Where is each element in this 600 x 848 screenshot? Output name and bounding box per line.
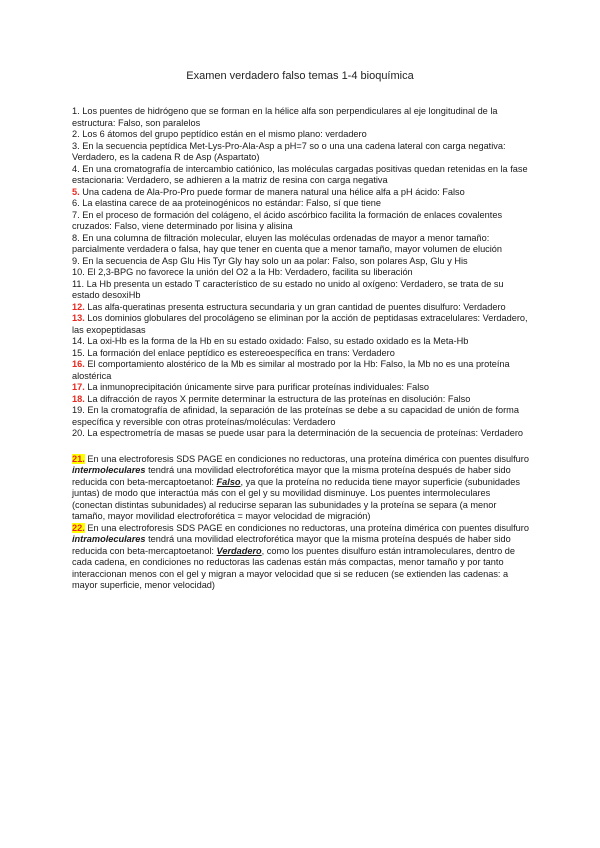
question-number: 6. <box>72 198 80 208</box>
question-text: El comportamiento alostérico de la Mb es similar al mostrado por la Hb: Falso, la Mb no es una proteína alostérica <box>72 359 510 381</box>
section-gap <box>72 440 530 454</box>
question-number: 13. <box>72 313 85 323</box>
question-text: La formación del enlace peptídico es estereoespecífica en trans: Verdadero <box>87 347 395 358</box>
question-number: 20. <box>72 428 85 438</box>
question-text: En una electroforesis SDS PAGE en condiciones no reductoras, una proteína dimérica con puentes disulfuro <box>84 522 529 533</box>
question-number: 15. <box>72 347 85 358</box>
question-item <box>72 394 530 406</box>
answer: Verdadero <box>216 545 262 556</box>
question-item <box>72 382 530 394</box>
question-item <box>72 428 530 440</box>
question-number: 14. <box>72 336 85 346</box>
question-number: 19. <box>72 405 85 415</box>
question-text: En la secuencia de Asp Glu His Tyr Gly hay solo un aa polar: Falso, son polares Asp, Glu y His <box>82 255 468 266</box>
question-number: 16. <box>72 359 85 369</box>
question-item <box>72 336 530 348</box>
question-text: Los 6 átomos del grupo peptídico están en el mismo plano: verdadero <box>82 129 367 139</box>
question-number: 9. <box>72 255 80 266</box>
question-number: 11. <box>72 278 85 289</box>
question-number: 17. <box>72 382 85 392</box>
question-number: 10. <box>72 267 85 277</box>
question-number: 7. <box>72 209 80 220</box>
question-text: En la cromatografía de afinidad, la separación de las proteínas se debe a su capacidad de unión de forma específica y reversible con otras proteínas/moléculas: Verdadero <box>72 405 519 427</box>
question-list <box>72 106 530 592</box>
question-number: 5. <box>72 186 80 197</box>
question-text: En una columna de filtración molecular, eluyen las moléculas ordenadas de mayor a menor tamaño: parcialmente verdadera o falsa, hay que tener en cuenta que a menor tamaño, mayor volumen de elución <box>72 232 503 254</box>
question-number: 21. <box>72 453 85 464</box>
question-item <box>72 129 530 141</box>
answer: Falso <box>216 476 241 487</box>
question-number: 18. <box>72 393 85 404</box>
emphasis-term: intramoleculares <box>72 534 146 544</box>
question-text: En la secuencia peptídica Met-Lys-Pro-Ala-Asp a pH=7 so o una una cadena lateral con carga negativa: Verdadero, es la cadena R de Asp (Aspartato) <box>72 140 506 162</box>
question-item <box>72 267 530 279</box>
question-number: 22. <box>72 522 85 533</box>
question-text: tendrá una movilidad electroforética mayor que la misma proteína después de haber sido reducida con beta-mercaptoetanol: <box>72 465 511 487</box>
question-text: La elastina carece de aa proteinogénicos no estándar: Falso, sí que tiene <box>82 198 382 208</box>
question-text: La oxi-Hb es la forma de la Hb en su estado oxidado: Falso, su estado oxidado es la Meta-Hb <box>87 336 469 346</box>
question-item <box>72 313 530 336</box>
question-item <box>72 256 530 268</box>
question-item <box>72 141 530 164</box>
question-22 <box>72 523 530 592</box>
emphasis-term: intermoleculares <box>72 465 146 475</box>
question-text: Las alfa-queratinas presenta estructura secundaria y un gran cantidad de puentes disulfuro: Verdadero <box>87 301 506 312</box>
question-item <box>72 348 530 360</box>
question-number: 12. <box>72 301 85 312</box>
question-text: La difracción de rayos X permite determinar la estructura de las proteínas en disolución: Falso <box>87 393 471 404</box>
question-text: El 2,3-BPG no favorece la unión del O2 a la Hb: Verdadero, facilita su liberación <box>87 267 413 277</box>
question-number: 8. <box>72 232 80 243</box>
question-item <box>72 233 530 256</box>
explanation: , ya que la proteína no reducida tiene mayor superficie (subunidades juntas) de modo que interactúa más con el gel y su movilidad disminuye. Los puentes intermoleculares (conectan distintas subunidades) al reducirse separan las subunidades y la proteína se separa (a menor tamaño, mayor movilidad electroforética = mayor velocidad de migración) <box>72 476 520 521</box>
question-item <box>72 187 530 199</box>
document-title: Examen verdadero falso temas 1-4 bioquímica <box>186 70 414 82</box>
question-text: La inmunoprecipitación únicamente sirve para purificar proteínas individuales: Falso <box>87 382 429 392</box>
question-item <box>72 405 530 428</box>
question-item <box>72 302 530 314</box>
question-text: Los dominios globulares del procolágeno se eliminan por la acción de peptidasas extracelulares: Verdadero, las exopeptidasas <box>72 313 528 335</box>
question-item <box>72 359 530 382</box>
question-text: La espectrometría de masas se puede usar para la determinación de la secuencia de proteínas: Verdadero <box>87 428 523 438</box>
question-text: tendrá una movilidad electroforética mayor que la misma proteína después de haber sido reducida con beta-mercaptoetanol: <box>72 534 511 556</box>
question-item <box>72 210 530 233</box>
question-item <box>72 164 530 187</box>
question-item <box>72 198 530 210</box>
question-text: En una electroforesis SDS PAGE en condiciones no reductoras, una proteína dimérica con puentes disulfuro <box>84 453 529 464</box>
question-text: Una cadena de Ala-Pro-Pro puede formar de manera natural una hélice alfa a pH ácido: Falso <box>82 186 465 197</box>
question-text: Los puentes de hidrógeno que se forman en la hélice alfa son perpendiculares al eje longitudinal de la estructura: Falso, son paralelos <box>72 106 498 128</box>
question-number: 2. <box>72 129 80 139</box>
question-text: En el proceso de formación del colágeno, el ácido ascórbico facilita la formación de enlaces covalentes cruzados: Falso, viene determinado por lisina y alisina <box>72 209 503 231</box>
question-number: 4. <box>72 163 80 174</box>
question-21 <box>72 454 530 523</box>
question-text: La Hb presenta un estado T característico de su estado no unido al oxígeno: Verdadero, se trata de su estado desoxiHb <box>72 278 504 300</box>
question-item <box>72 279 530 302</box>
question-number: 1. <box>72 106 80 116</box>
explanation: , como los puentes disulfuro están intramoleculares, dentro de cada cadena, en condiciones no reductoras las cadenas están más compactas, menor tamaño y por tanto interaccionan menos con el gel y migran a mayor velocidad que si se reducen (se extienden las cadenas: a mayor superficie, menor velocidad) <box>72 545 515 590</box>
true-false-questions <box>72 106 530 440</box>
question-number: 3. <box>72 140 80 151</box>
question-item <box>72 106 530 129</box>
question-text: En una cromatografía de intercambio catiónico, las moléculas cargadas positivas quedan retenidas en la fase estacionaria: Verdadero, se adhieren a la matriz de resina con carga negativa <box>72 163 528 185</box>
